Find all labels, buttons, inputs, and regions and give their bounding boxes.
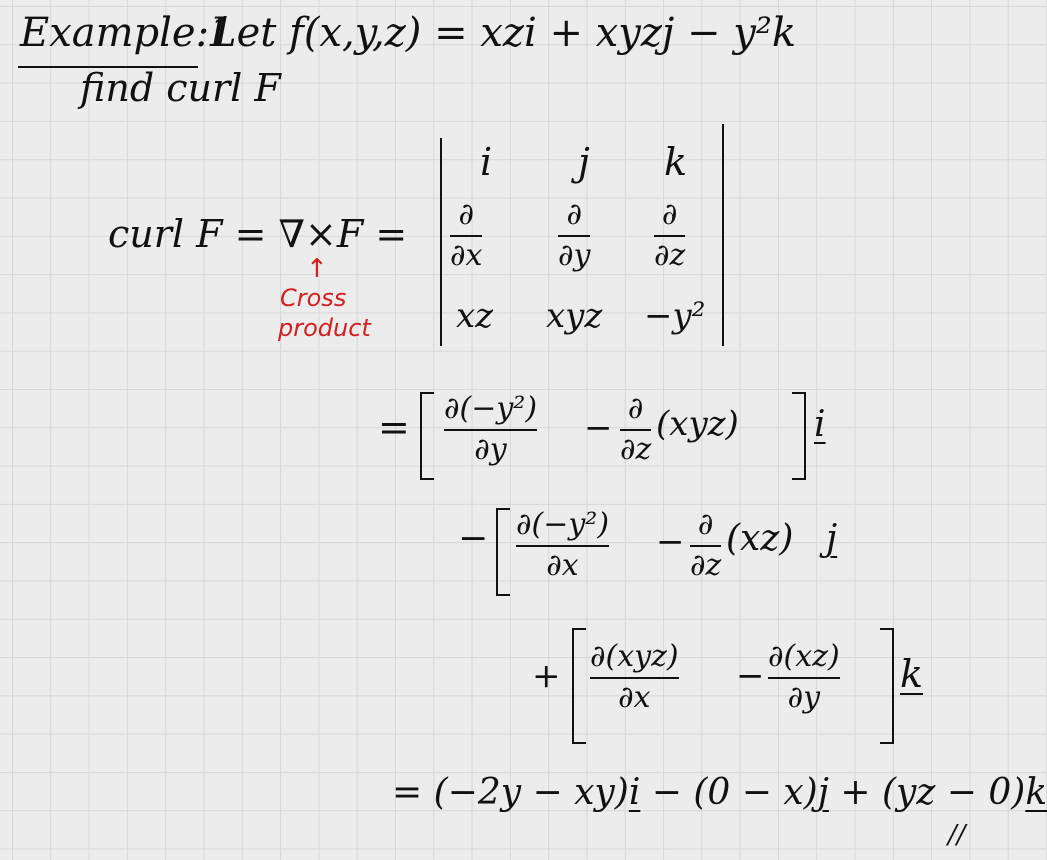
line3-term1: [590, 640, 679, 715]
frac-den: ∂z: [690, 547, 722, 583]
result-equals: =: [392, 772, 423, 813]
line2-unit-j: j: [826, 518, 838, 559]
frac-den: ∂x: [450, 237, 483, 273]
example-label: Example:1: [20, 10, 235, 56]
line1-left-bracket: [420, 392, 434, 480]
frac-bar: [590, 677, 679, 679]
frac-num: ∂(−y²): [516, 507, 610, 542]
det-xyz: xyz: [546, 296, 603, 336]
result-j-coeff: − (0 − x): [640, 772, 818, 813]
result-unit-j: j: [817, 772, 829, 813]
line3-left-bracket: [572, 628, 586, 744]
line3-plus: +: [532, 656, 561, 696]
frac-num: ∂(xz): [768, 639, 840, 674]
frac-den: ∂y: [474, 431, 507, 467]
problem-statement: Let f(x,y,z) = xzi + xyzj − y²k: [210, 10, 797, 56]
line2-term2-arg: (xz): [726, 518, 794, 559]
frac-den: ∂x: [546, 547, 579, 583]
line3-right-bracket: [880, 628, 894, 744]
frac-bar: [444, 429, 537, 431]
frac-bar: [690, 545, 721, 547]
det-j: j: [578, 140, 590, 184]
line1-unit-i: i: [814, 404, 826, 445]
frac-bar: [768, 677, 840, 679]
det-k: k: [664, 140, 688, 184]
frac-den: ∂y: [558, 237, 591, 273]
result-k-coeff: + (yz − 0): [828, 772, 1026, 813]
line1-term1: [444, 392, 537, 467]
det-i: i: [480, 140, 493, 184]
line3-minus: −: [736, 656, 765, 696]
task-text: find curl F: [80, 66, 281, 110]
frac-num: ∂: [627, 391, 644, 426]
line2-term1: [516, 508, 609, 583]
annotation-product: product: [278, 314, 371, 342]
line1-term2: [620, 392, 651, 467]
frac-bar: [654, 235, 685, 237]
det-neg-y2: −y²: [644, 296, 706, 336]
result-unit-k: k: [1025, 772, 1047, 813]
curl-definition: curl F = ∇×F =: [108, 212, 408, 256]
frac-num: ∂: [566, 197, 582, 232]
det-partial-z: [654, 198, 685, 273]
frac-num: ∂: [697, 507, 714, 542]
det-xz: xz: [456, 296, 494, 336]
determinant-right-bar: [722, 124, 724, 346]
frac-bar: [620, 429, 651, 431]
frac-den: ∂x: [618, 679, 651, 715]
frac-num: ∂(−y²): [444, 391, 538, 426]
result-i-coeff: (−2y − xy): [433, 772, 629, 813]
determinant-left-bar: [440, 138, 442, 346]
result-unit-i: i: [628, 772, 641, 813]
frac-den: ∂y: [787, 679, 821, 715]
line1-equals: =: [378, 405, 410, 449]
line2-minus: −: [656, 522, 685, 562]
frac-num: ∂: [458, 197, 474, 232]
end-mark: //: [948, 820, 966, 850]
frac-bar: [558, 235, 590, 237]
line2-minus-sign: −: [458, 518, 489, 559]
line3-unit-k: k: [900, 652, 924, 696]
line1-term2-arg: (xyz): [656, 404, 739, 444]
arrow-annotation: ↑: [306, 254, 328, 284]
result-line: [392, 772, 1047, 813]
line1-right-bracket: [792, 392, 806, 480]
line2-term2: [690, 508, 721, 583]
line2-left-bracket: [496, 508, 510, 596]
frac-den: ∂z: [654, 237, 686, 273]
frac-num: ∂(xyz): [590, 639, 679, 674]
frac-bar: [450, 235, 482, 237]
det-partial-y: [558, 198, 590, 273]
det-partial-x: [450, 198, 482, 273]
annotation-cross: Cross: [280, 284, 347, 312]
line3-term2: [768, 640, 840, 715]
frac-num: ∂: [661, 197, 678, 232]
frac-den: ∂z: [620, 431, 652, 467]
frac-bar: [516, 545, 609, 547]
line1-minus: −: [584, 408, 613, 448]
